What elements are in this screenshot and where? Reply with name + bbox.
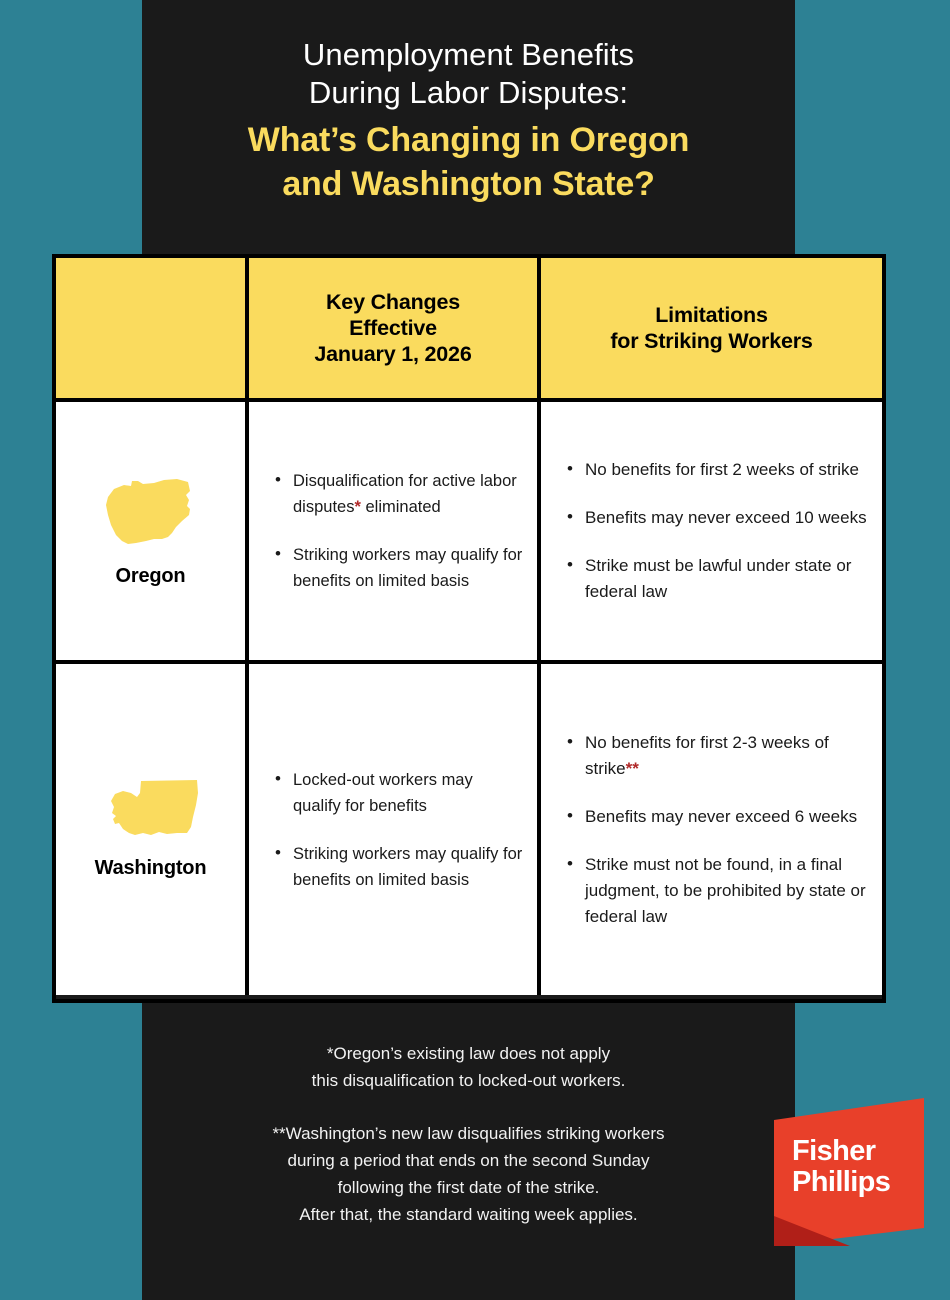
table-header-row [56, 258, 882, 398]
oregon-state-map-icon [102, 475, 200, 553]
list-item [567, 505, 868, 531]
footnotes [142, 1040, 795, 1228]
logo-line-1: Fisher [792, 1135, 876, 1167]
bullet-text: Benefits may never exceed 6 weeks [585, 806, 858, 826]
header-limitations-line-2: for Striking Workers [610, 329, 813, 353]
key-changes-list-washington [249, 664, 537, 995]
footnote-two-line-2: during a period that ends on the second Sunday [287, 1151, 650, 1170]
limitations-list-washington [541, 664, 882, 995]
header-key-changes-line-3: January 1, 2026 [314, 342, 472, 366]
bullet-text: Strike must not be found, in a final judgment, to be prohibited by state or federal law [585, 854, 866, 926]
key-changes-cell-oregon [245, 402, 537, 660]
state-label-washington: Washington [94, 857, 207, 879]
bullet-text: Strike must be lawful under state or federal law [585, 556, 852, 601]
bullet-text: Striking workers may qualify for benefits on limited basis [293, 844, 523, 889]
list-item [275, 841, 523, 893]
bullet-text: Striking workers may qualify for benefits on limited basis [293, 546, 523, 590]
fisher-phillips-logo[interactable] [772, 1098, 935, 1253]
list-item [275, 542, 523, 594]
table-row [56, 398, 882, 660]
limitations-cell-oregon [537, 402, 882, 660]
footnote-one-line-2: this disqualification to locked-out workers. [311, 1071, 626, 1090]
state-cell-washington [56, 664, 245, 995]
bullet-text: No benefits for first 2-3 weeks of strike [585, 732, 829, 778]
comparison-table [52, 254, 886, 1003]
key-changes-cell-washington [245, 664, 537, 995]
title-line-3: What’s Changing in Oregon [247, 121, 690, 159]
list-item [567, 457, 868, 483]
logo-wordmark [792, 1136, 890, 1198]
footnote-one [142, 1040, 795, 1094]
state-label-oregon: Oregon [115, 564, 186, 587]
footnote-one-line-1: *Oregon’s existing law does not apply [326, 1044, 611, 1063]
list-item [275, 468, 523, 520]
bullet-text: Benefits may never exceed 10 weeks [585, 508, 867, 527]
header-limitations-line-1: Limitations [655, 303, 768, 327]
bullet-text: Locked-out workers may qualify for benefits [293, 770, 473, 815]
title-line-4: and Washington State? [282, 165, 655, 203]
footnote-two-line-3: following the first date of the strike. [337, 1178, 600, 1197]
header-cell-state [56, 258, 245, 398]
list-item [567, 852, 868, 930]
table-row [56, 660, 882, 995]
list-item [567, 553, 868, 605]
footnote-two-line-4: After that, the standard waiting week applies. [299, 1205, 638, 1224]
list-item [567, 804, 868, 830]
key-changes-list-oregon [249, 402, 537, 660]
header-cell-limitations [537, 258, 882, 398]
title-line-1: Unemployment Benefits [302, 37, 635, 72]
header-key-changes-line-1: Key Changes [325, 290, 460, 314]
logo-line-2: Phillips [792, 1166, 891, 1198]
limitations-cell-washington [537, 664, 882, 995]
footnote-two-line-1: **Washington’s new law disqualifies striking workers [272, 1124, 665, 1143]
state-cell-oregon [56, 402, 245, 660]
footnote-mark: * [354, 498, 361, 516]
title-line-2: During Labor Disputes: [308, 75, 629, 110]
footnote-mark: ** [625, 758, 639, 778]
page-title [142, 36, 795, 206]
bullet-text: Disqualification for active labor disputes [293, 472, 517, 516]
bullet-text: No benefits for first 2 weeks of strike [585, 460, 859, 479]
bullet-text-after: eliminated [360, 498, 441, 516]
washington-state-map-icon [101, 779, 201, 845]
list-item [567, 730, 868, 782]
limitations-list-oregon [541, 402, 882, 660]
header-cell-key-changes [245, 258, 537, 398]
list-item [275, 767, 523, 819]
header-key-changes-line-2: Effective [349, 316, 437, 340]
footnote-two [142, 1120, 795, 1228]
